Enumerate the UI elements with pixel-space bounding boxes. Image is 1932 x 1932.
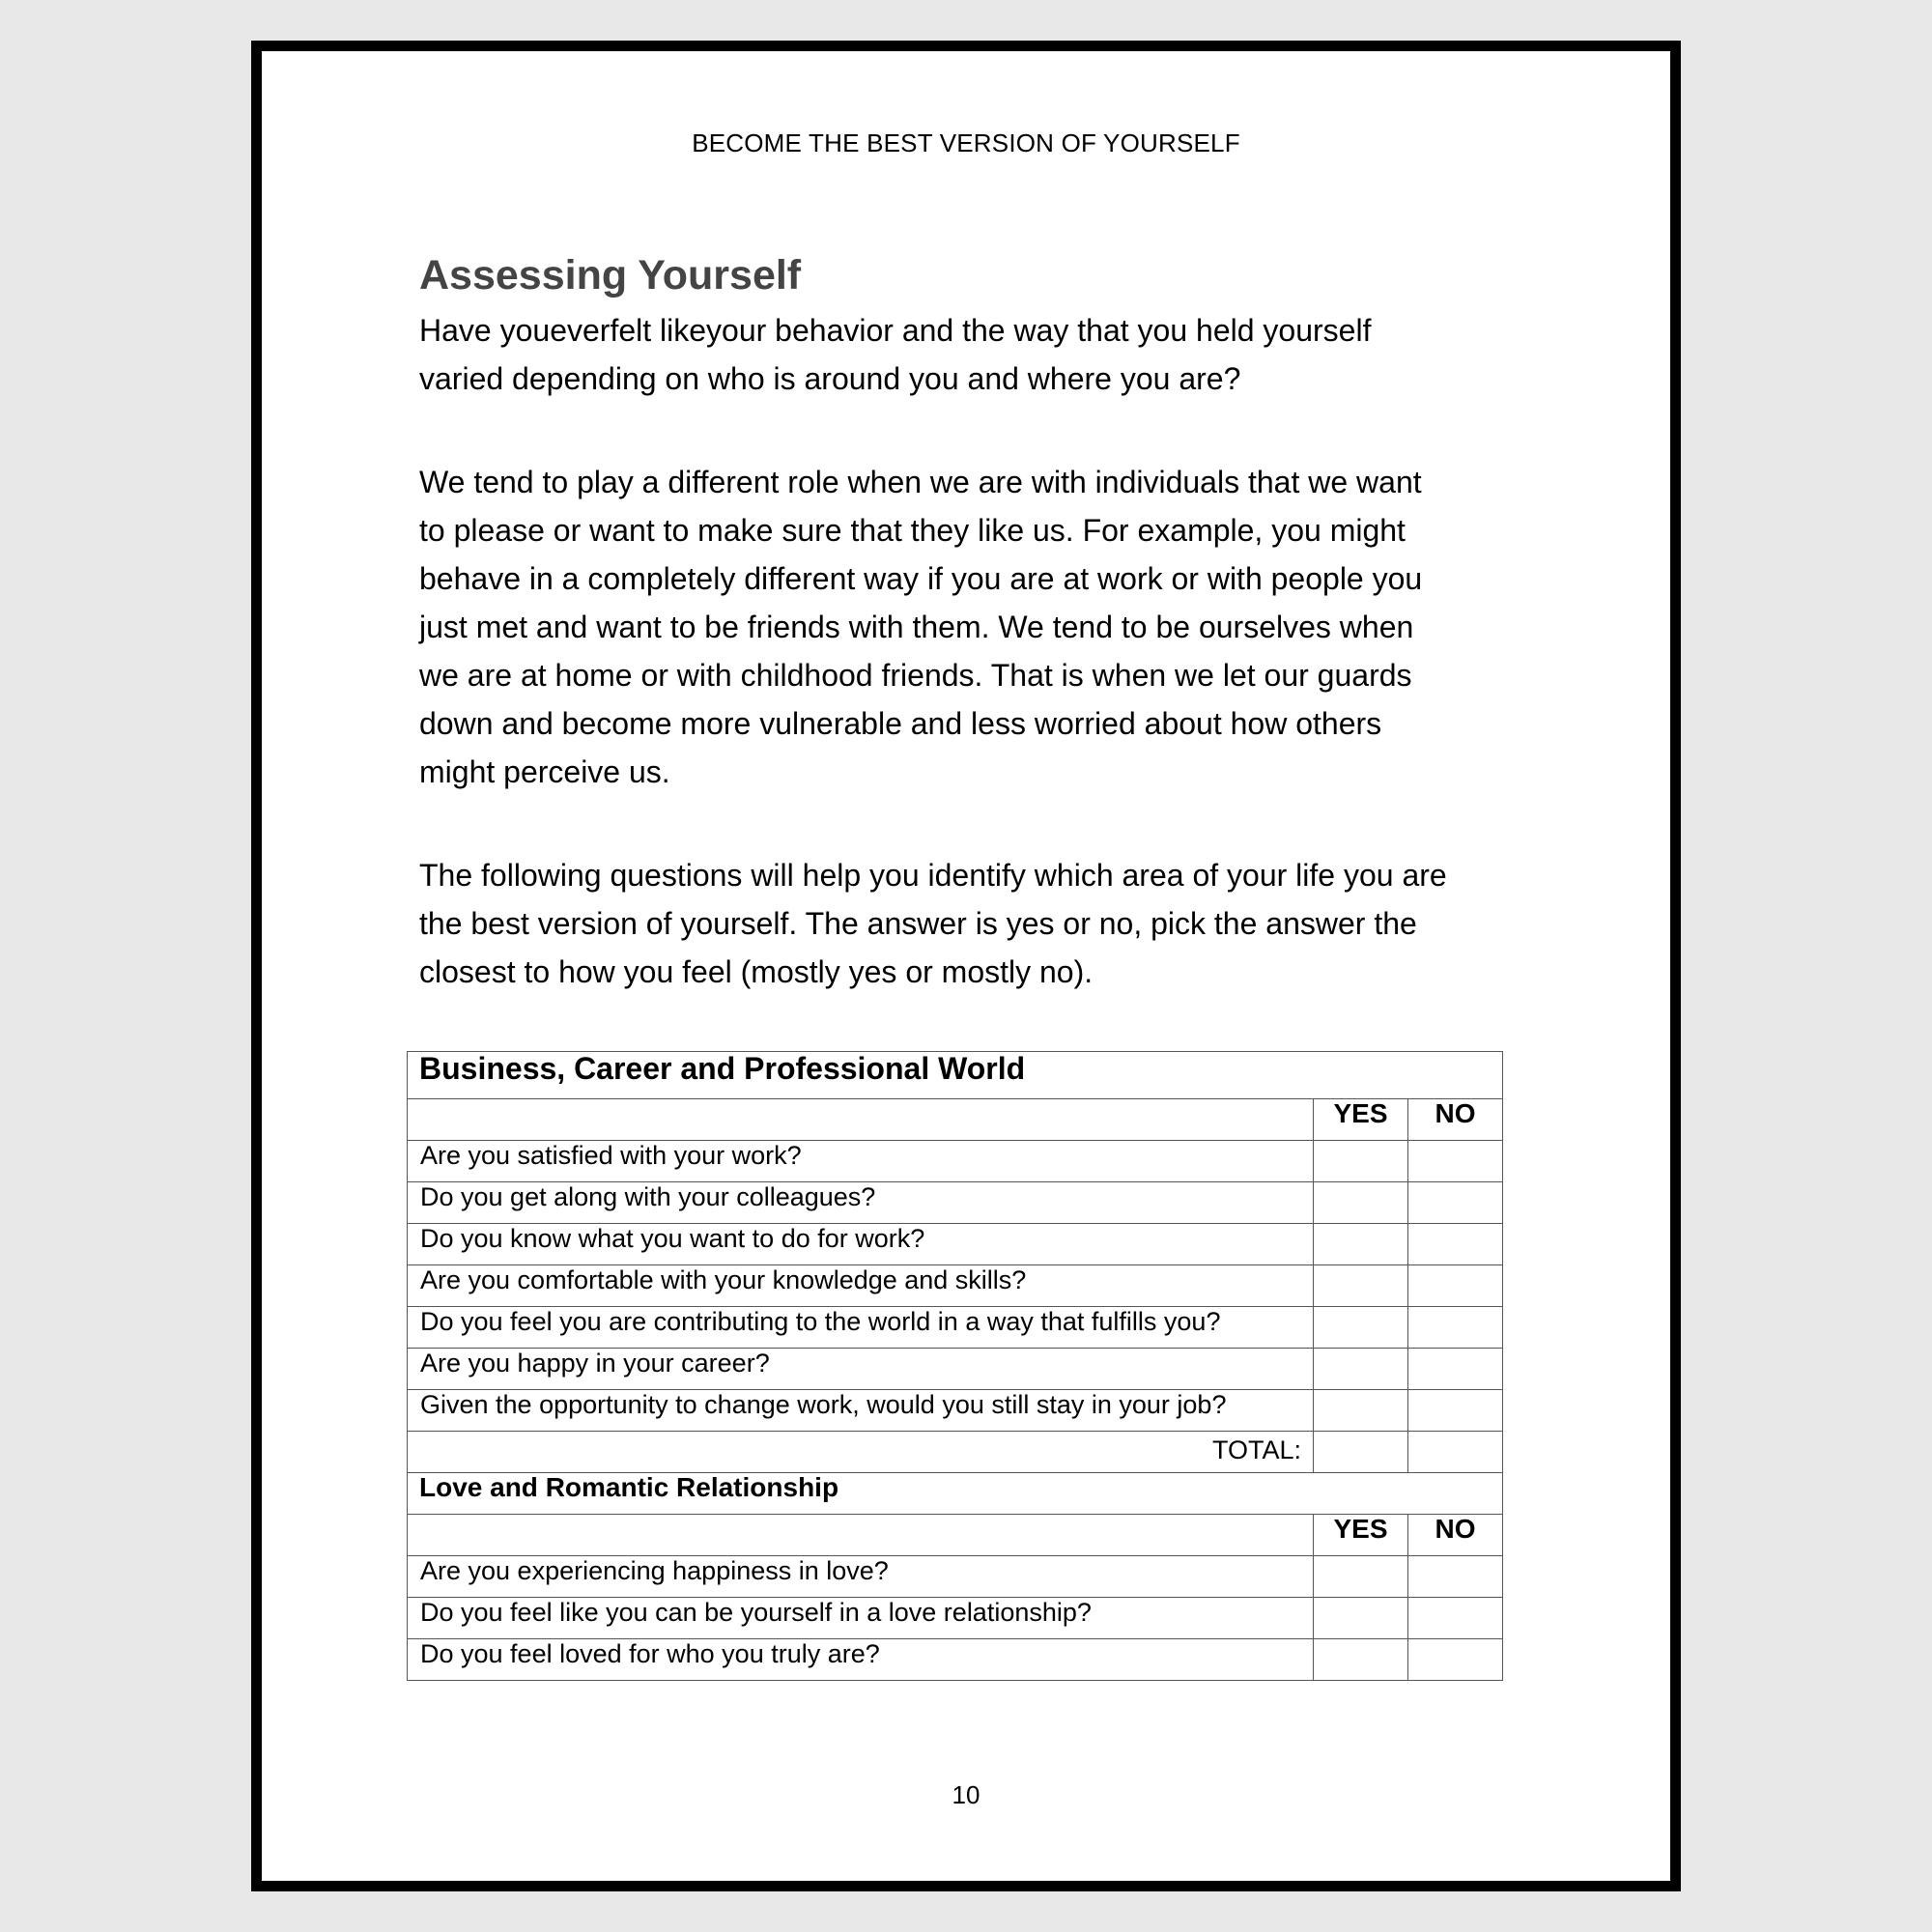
question-cell: Are you satisfied with your work? xyxy=(408,1141,1314,1182)
text-line: varied depending on who is around you and where you are? xyxy=(419,361,1241,396)
table-row xyxy=(408,1141,1503,1182)
yes-answer-cell[interactable] xyxy=(1314,1307,1408,1349)
assessment-table xyxy=(407,1051,1503,1681)
no-answer-cell[interactable] xyxy=(1408,1390,1503,1432)
question-cell: Are you experiencing happiness in love? xyxy=(408,1556,1314,1598)
no-answer-cell[interactable] xyxy=(1408,1349,1503,1390)
table-row xyxy=(408,1598,1503,1639)
yes-answer-cell[interactable] xyxy=(1314,1390,1408,1432)
yes-answer-cell[interactable] xyxy=(1314,1349,1408,1390)
text-line: down and become more vulnerable and less worried about how others xyxy=(419,706,1382,741)
no-answer-cell[interactable] xyxy=(1408,1598,1503,1639)
text-line: Have youeverfelt likeyour behavior and the way that you held yourself xyxy=(419,313,1372,348)
section-title-business: Business, Career and Professional World xyxy=(408,1052,1503,1099)
page-title: Assessing Yourself xyxy=(419,252,802,298)
text-line: the best version of yourself. The answer is yes or no, pick the answer the xyxy=(419,906,1417,941)
text-line: just met and want to be friends with them. We tend to be ourselves when xyxy=(419,610,1414,644)
table-row xyxy=(408,1307,1503,1349)
question-cell: Are you comfortable with your knowledge and skills? xyxy=(408,1265,1314,1307)
question-cell: Do you feel loved for who you truly are? xyxy=(408,1639,1314,1681)
yes-answer-cell[interactable] xyxy=(1314,1182,1408,1224)
question-cell: Do you feel like you can be yourself in a love relationship? xyxy=(408,1598,1314,1639)
page-content xyxy=(419,244,1520,996)
total-row xyxy=(408,1432,1503,1473)
total-label: TOTAL: xyxy=(1211,1435,1301,1464)
table-row xyxy=(408,1639,1503,1681)
no-column-header: NO xyxy=(1408,1515,1503,1556)
section-header-row xyxy=(408,1052,1503,1099)
blank-header-cell xyxy=(408,1515,1314,1556)
yes-answer-cell[interactable] xyxy=(1314,1265,1408,1307)
yes-answer-cell[interactable] xyxy=(1314,1224,1408,1265)
text-line: closest to how you feel (mostly yes or mostly no). xyxy=(419,954,1094,989)
column-header-row xyxy=(408,1515,1503,1556)
running-header: BECOME THE BEST VERSION OF YOURSELF xyxy=(692,128,1240,157)
text-line: to please or want to make sure that they like us. For example, you might xyxy=(419,513,1406,548)
table-row xyxy=(408,1556,1503,1598)
yes-answer-cell[interactable] xyxy=(1314,1556,1408,1598)
column-header-row xyxy=(408,1099,1503,1141)
no-answer-cell[interactable] xyxy=(1408,1307,1503,1349)
section-title-love: Love and Romantic Relationship xyxy=(408,1473,1503,1515)
no-total-cell[interactable] xyxy=(1408,1432,1503,1473)
document-page xyxy=(251,41,1681,1891)
yes-column-header: YES xyxy=(1314,1099,1408,1141)
text-line: We tend to play a different role when we are with individuals that we want xyxy=(419,465,1422,499)
text-line: behave in a completely different way if you are at work or with people you xyxy=(419,561,1423,596)
table-row xyxy=(408,1224,1503,1265)
no-answer-cell[interactable] xyxy=(1408,1556,1503,1598)
no-column-header: NO xyxy=(1408,1099,1503,1141)
no-answer-cell[interactable] xyxy=(1408,1182,1503,1224)
page-number: 10 xyxy=(952,1780,980,1809)
blank-header-cell xyxy=(408,1099,1314,1141)
yes-column-header: YES xyxy=(1314,1515,1408,1556)
table-row xyxy=(408,1390,1503,1432)
no-answer-cell[interactable] xyxy=(1408,1265,1503,1307)
no-answer-cell[interactable] xyxy=(1408,1224,1503,1265)
yes-answer-cell[interactable] xyxy=(1314,1141,1408,1182)
instructions-paragraph xyxy=(419,851,1520,996)
yes-answer-cell[interactable] xyxy=(1314,1639,1408,1681)
roles-paragraph xyxy=(419,458,1520,796)
total-label-cell xyxy=(408,1432,1314,1473)
table-row xyxy=(408,1349,1503,1390)
question-cell: Given the opportunity to change work, would you still stay in your job? xyxy=(408,1390,1314,1432)
question-cell: Do you feel you are contributing to the world in a way that fulfills you? xyxy=(408,1307,1314,1349)
yes-answer-cell[interactable] xyxy=(1314,1598,1408,1639)
no-answer-cell[interactable] xyxy=(1408,1639,1503,1681)
intro-paragraph xyxy=(419,306,1520,403)
no-answer-cell[interactable] xyxy=(1408,1141,1503,1182)
text-line: The following questions will help you identify which area of your life you are xyxy=(419,858,1447,893)
section-header-row xyxy=(408,1473,1503,1515)
yes-total-cell[interactable] xyxy=(1314,1432,1408,1473)
text-line: might perceive us. xyxy=(419,754,670,789)
question-cell: Do you know what you want to do for work? xyxy=(408,1224,1314,1265)
question-cell: Do you get along with your colleagues? xyxy=(408,1182,1314,1224)
table-row xyxy=(408,1265,1503,1307)
text-line: we are at home or with childhood friends. That is when we let our guards xyxy=(419,658,1412,693)
question-cell: Are you happy in your career? xyxy=(408,1349,1314,1390)
table-row xyxy=(408,1182,1503,1224)
